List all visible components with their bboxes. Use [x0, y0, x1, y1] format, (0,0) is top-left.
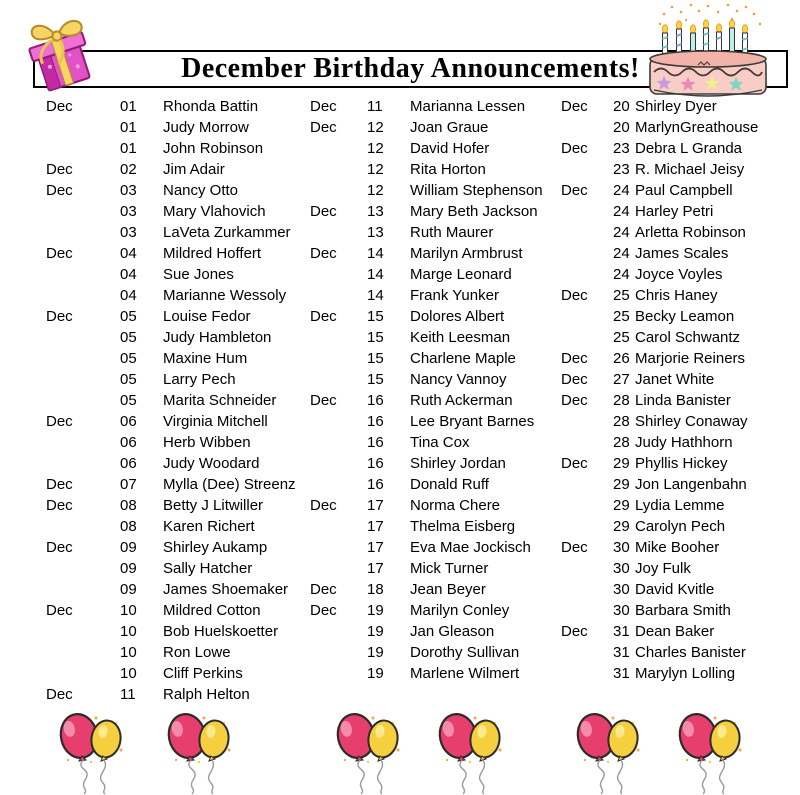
month-label: Dec [561, 140, 588, 157]
person-name: Harley Petri [635, 203, 714, 220]
birthday-row [310, 600, 558, 621]
person-name: Donald Ruff [410, 476, 489, 493]
birthday-row [561, 327, 793, 348]
day-number: 16 [367, 413, 384, 430]
birthday-row [561, 621, 793, 642]
month-label: Dec [46, 245, 73, 262]
day-number: 10 [120, 644, 137, 661]
person-name: Mike Booher [635, 539, 720, 556]
person-name: Norma Chere [410, 497, 501, 514]
person-name: Marianne Wessoly [163, 287, 287, 304]
person-name: Dorothy Sullivan [410, 644, 520, 661]
birthday-row [310, 264, 558, 285]
birthday-row [46, 138, 308, 159]
day-number: 29 [613, 518, 630, 535]
birthday-row [561, 117, 793, 138]
person-name: Cliff Perkins [163, 665, 243, 682]
person-name: Ruth Maurer [410, 224, 494, 241]
person-name: Nancy Otto [163, 182, 239, 199]
person-name: Ron Lowe [163, 644, 231, 661]
balloon-pair-icon [166, 710, 236, 795]
day-number: 08 [120, 518, 137, 535]
person-name: Lydia Lemme [635, 497, 725, 514]
person-name: Phyllis Hickey [635, 455, 728, 472]
day-number: 14 [367, 287, 384, 304]
day-number: 07 [120, 476, 137, 493]
day-number: 12 [367, 182, 384, 199]
birthday-row [561, 222, 793, 243]
birthday-row [310, 516, 558, 537]
day-number: 15 [367, 371, 384, 388]
month-label: Dec [561, 350, 588, 367]
person-name: Jan Gleason [410, 623, 495, 640]
birthday-row [561, 369, 793, 390]
birthday-row [310, 432, 558, 453]
day-number: 01 [120, 140, 137, 157]
person-name: Shirley Jordan [410, 455, 506, 472]
birthday-row [46, 432, 308, 453]
day-number: 28 [613, 392, 630, 409]
day-number: 14 [367, 245, 384, 262]
day-number: 05 [120, 392, 137, 409]
birthday-row [46, 222, 308, 243]
birthday-row [561, 264, 793, 285]
birthday-row [46, 621, 308, 642]
balloon-pair-icon [437, 710, 507, 795]
person-name: Linda Banister [635, 392, 731, 409]
birthday-row [310, 180, 558, 201]
birthday-row [561, 348, 793, 369]
month-label: Dec [46, 539, 73, 556]
person-name: Arletta Robinson [635, 224, 746, 241]
day-number: 12 [367, 161, 384, 178]
day-number: 10 [120, 602, 137, 619]
birthday-row [561, 579, 793, 600]
birthday-row [46, 663, 308, 684]
day-number: 16 [367, 434, 384, 451]
birthday-row [46, 117, 308, 138]
day-number: 05 [120, 329, 137, 346]
balloon-pair-icon [58, 710, 128, 795]
day-number: 29 [613, 476, 630, 493]
person-name: David Kvitle [635, 581, 715, 598]
person-name: Ralph Helton [163, 686, 250, 703]
person-name: Shirley Conaway [635, 413, 748, 430]
person-name: Rhonda Battin [163, 98, 259, 115]
day-number: 17 [367, 539, 384, 556]
day-number: 12 [367, 140, 384, 157]
birthday-row [561, 201, 793, 222]
day-number: 20 [613, 119, 630, 136]
person-name: LaVeta Zurkammer [163, 224, 291, 241]
day-number: 13 [367, 203, 384, 220]
month-label: Dec [561, 182, 588, 199]
day-number: 05 [120, 308, 137, 325]
day-number: 01 [120, 119, 137, 136]
birthday-row [561, 495, 793, 516]
person-name: Dean Baker [635, 623, 715, 640]
day-number: 30 [613, 581, 630, 598]
person-name: Becky Leamon [635, 308, 735, 325]
day-number: 09 [120, 539, 137, 556]
day-number: 14 [367, 266, 384, 283]
birthday-row [46, 96, 308, 117]
day-number: 19 [367, 644, 384, 661]
person-name: Mary Beth Jackson [410, 203, 538, 220]
day-number: 16 [367, 476, 384, 493]
month-label: Dec [310, 392, 337, 409]
day-number: 28 [613, 434, 630, 451]
day-number: 17 [367, 560, 384, 577]
person-name: Marilyn Conley [410, 602, 510, 619]
birthday-row [46, 537, 308, 558]
day-number: 03 [120, 182, 137, 199]
day-number: 24 [613, 203, 630, 220]
birthday-row [310, 285, 558, 306]
person-name: Sally Hatcher [163, 560, 253, 577]
birthday-row [46, 495, 308, 516]
person-name: Maxine Hum [163, 350, 248, 367]
person-name: Mildred Hoffert [163, 245, 262, 262]
day-number: 02 [120, 161, 137, 178]
day-number: 31 [613, 665, 630, 682]
birthday-row [310, 348, 558, 369]
person-name: Bob Huelskoetter [163, 623, 279, 640]
balloon-pair-icon [335, 710, 405, 795]
day-number: 19 [367, 665, 384, 682]
birthday-row [310, 453, 558, 474]
person-name: Paul Campbell [635, 182, 733, 199]
day-number: 01 [120, 98, 137, 115]
birthday-column-1 [46, 96, 308, 705]
person-name: Karen Richert [163, 518, 255, 535]
day-number: 16 [367, 455, 384, 472]
person-name: Marita Schneider [163, 392, 277, 409]
birthday-row [46, 474, 308, 495]
birthday-row [310, 663, 558, 684]
month-label: Dec [310, 203, 337, 220]
day-number: 16 [367, 392, 384, 409]
month-label: Dec [561, 539, 588, 556]
person-name: Marianna Lessen [410, 98, 526, 115]
birthday-row [310, 495, 558, 516]
person-name: Mildred Cotton [163, 602, 261, 619]
day-number: 05 [120, 371, 137, 388]
person-name: Herb Wibben [163, 434, 251, 451]
day-number: 29 [613, 497, 630, 514]
birthday-row [46, 243, 308, 264]
person-name: Charles Banister [635, 644, 746, 661]
day-number: 30 [613, 602, 630, 619]
day-number: 17 [367, 518, 384, 535]
birthday-row [561, 306, 793, 327]
birthday-row [310, 159, 558, 180]
day-number: 27 [613, 371, 630, 388]
birthday-row [561, 474, 793, 495]
birthday-row [561, 390, 793, 411]
day-number: 06 [120, 434, 137, 451]
birthday-row [46, 264, 308, 285]
month-label: Dec [561, 455, 588, 472]
person-name: Larry Pech [163, 371, 236, 388]
day-number: 04 [120, 287, 137, 304]
day-number: 31 [613, 644, 630, 661]
month-label: Dec [310, 581, 337, 598]
day-number: 11 [120, 686, 136, 703]
balloon-pair-icon [575, 710, 645, 795]
birthday-row [310, 558, 558, 579]
birthday-row [310, 117, 558, 138]
birthday-row [310, 474, 558, 495]
day-number: 12 [367, 119, 384, 136]
month-label: Dec [46, 308, 73, 325]
person-name: Joy Fulk [635, 560, 691, 577]
month-label: Dec [561, 287, 588, 304]
day-number: 17 [367, 497, 384, 514]
person-name: Carol Schwantz [635, 329, 741, 346]
day-number: 10 [120, 623, 137, 640]
person-name: Carolyn Pech [635, 518, 726, 535]
birthday-row [561, 180, 793, 201]
birthday-row [46, 642, 308, 663]
person-name: Betty J Litwiller [163, 497, 264, 514]
person-name: Nancy Vannoy [410, 371, 507, 388]
gift-icon [18, 10, 100, 98]
birthday-row [310, 222, 558, 243]
month-label: Dec [561, 371, 588, 388]
person-name: Jim Adair [163, 161, 225, 178]
person-name: Sue Jones [163, 266, 234, 283]
person-name: Virginia Mitchell [163, 413, 268, 430]
person-name: Judy Morrow [163, 119, 249, 136]
day-number: 05 [120, 350, 137, 367]
birthday-row [46, 201, 308, 222]
birthday-row [561, 432, 793, 453]
person-name: MarlynGreathouse [635, 119, 759, 136]
birthday-row [310, 201, 558, 222]
birthday-row [46, 369, 308, 390]
person-name: Judy Hambleton [163, 329, 272, 346]
day-number: 18 [367, 581, 384, 598]
birthday-column-2 [310, 96, 558, 684]
day-number: 06 [120, 455, 137, 472]
person-name: Ruth Ackerman [410, 392, 513, 409]
person-name: Shirley Dyer [635, 98, 717, 115]
month-label: Dec [310, 308, 337, 325]
month-label: Dec [46, 497, 73, 514]
birthday-row [310, 138, 558, 159]
month-label: Dec [310, 98, 337, 115]
person-name: Marilyn Armbrust [410, 245, 523, 262]
birthday-row [310, 369, 558, 390]
day-number: 25 [613, 308, 630, 325]
birthday-row [561, 642, 793, 663]
person-name: Louise Fedor [163, 308, 251, 325]
birthday-row [46, 579, 308, 600]
day-number: 15 [367, 350, 384, 367]
day-number: 06 [120, 413, 137, 430]
month-label: Dec [310, 245, 337, 262]
day-number: 09 [120, 560, 137, 577]
birthday-row [46, 411, 308, 432]
person-name: David Hofer [410, 140, 490, 157]
day-number: 30 [613, 539, 630, 556]
person-name: Keith Leesman [410, 329, 511, 346]
person-name: Joan Graue [410, 119, 489, 136]
birthday-row [310, 390, 558, 411]
day-number: 23 [613, 140, 630, 157]
day-number: 23 [613, 161, 630, 178]
person-name: James Shoemaker [163, 581, 289, 598]
person-name: Rita Horton [410, 161, 486, 178]
person-name: Tina Cox [410, 434, 470, 451]
day-number: 30 [613, 560, 630, 577]
birthday-row [46, 684, 308, 705]
person-name: Joyce Voyles [635, 266, 723, 283]
month-label: Dec [46, 602, 73, 619]
month-label: Dec [46, 686, 73, 703]
day-number: 31 [613, 623, 630, 640]
birthday-row [561, 600, 793, 621]
person-name: Marlene Wilmert [410, 665, 520, 682]
birthday-row [561, 138, 793, 159]
birthday-row [310, 579, 558, 600]
birthday-row [561, 243, 793, 264]
person-name: Judy Woodard [163, 455, 260, 472]
day-number: 26 [613, 350, 630, 367]
person-name: Marylyn Lolling [635, 665, 736, 682]
month-label: Dec [310, 602, 337, 619]
birthday-column-3 [561, 96, 793, 684]
person-name: Frank Yunker [410, 287, 499, 304]
day-number: 03 [120, 203, 137, 220]
person-name: Thelma Eisberg [410, 518, 516, 535]
month-label: Dec [561, 623, 588, 640]
person-name: Judy Hathhorn [635, 434, 733, 451]
birthday-row [46, 180, 308, 201]
person-name: Chris Haney [635, 287, 718, 304]
person-name: Lee Bryant Barnes [410, 413, 535, 430]
day-number: 04 [120, 266, 137, 283]
person-name: James Scales [635, 245, 729, 262]
day-number: 08 [120, 497, 137, 514]
day-number: 09 [120, 581, 137, 598]
month-label: Dec [46, 413, 73, 430]
birthday-row [46, 159, 308, 180]
day-number: 19 [367, 602, 384, 619]
birthday-row [310, 96, 558, 117]
birthday-row [310, 537, 558, 558]
day-number: 11 [367, 98, 383, 115]
person-name: Marjorie Reiners [635, 350, 746, 367]
birthday-row [561, 453, 793, 474]
month-label: Dec [310, 119, 337, 136]
day-number: 15 [367, 308, 384, 325]
month-label: Dec [561, 392, 588, 409]
month-label: Dec [46, 98, 73, 115]
day-number: 24 [613, 224, 630, 241]
day-number: 20 [613, 98, 630, 115]
birthday-row [561, 285, 793, 306]
day-number: 24 [613, 266, 630, 283]
person-name: R. Michael Jeisy [635, 161, 745, 178]
day-number: 25 [613, 287, 630, 304]
person-name: Debra L Granda [635, 140, 743, 157]
birthday-row [561, 411, 793, 432]
birthday-cake-icon [636, 2, 788, 100]
person-name: Dolores Albert [410, 308, 505, 325]
birthday-row [310, 243, 558, 264]
day-number: 28 [613, 413, 630, 430]
person-name: John Robinson [163, 140, 264, 157]
birthday-row [46, 516, 308, 537]
birthday-row [46, 285, 308, 306]
day-number: 15 [367, 329, 384, 346]
person-name: William Stephenson [410, 182, 543, 199]
month-label: Dec [561, 98, 588, 115]
month-label: Dec [46, 182, 73, 199]
person-name: Janet White [635, 371, 715, 388]
day-number: 19 [367, 623, 384, 640]
person-name: Jean Beyer [410, 581, 486, 598]
month-label: Dec [310, 497, 337, 514]
birthday-row [561, 537, 793, 558]
birthday-row [310, 411, 558, 432]
page-title: December Birthday Announcements! [181, 53, 640, 84]
birthday-row [46, 306, 308, 327]
day-number: 29 [613, 455, 630, 472]
day-number: 24 [613, 182, 630, 199]
month-label: Dec [46, 161, 73, 178]
birthday-row [561, 516, 793, 537]
person-name: Mary Vlahovich [163, 203, 266, 220]
balloon-pair-icon [677, 710, 747, 795]
person-name: Mylla (Dee) Streenz [163, 476, 296, 493]
birthday-row [46, 558, 308, 579]
birthday-row [561, 558, 793, 579]
birthday-row [310, 327, 558, 348]
birthday-row [46, 453, 308, 474]
person-name: Jon Langenbahn [635, 476, 747, 493]
person-name: Mick Turner [410, 560, 489, 577]
birthday-row [561, 663, 793, 684]
day-number: 13 [367, 224, 384, 241]
birthday-row [46, 327, 308, 348]
birthday-row [46, 390, 308, 411]
birthday-row [46, 348, 308, 369]
day-number: 25 [613, 329, 630, 346]
person-name: Eva Mae Jockisch [410, 539, 531, 556]
person-name: Marge Leonard [410, 266, 512, 283]
day-number: 04 [120, 245, 137, 262]
birthday-row [310, 642, 558, 663]
birthday-row [561, 159, 793, 180]
day-number: 24 [613, 245, 630, 262]
day-number: 03 [120, 224, 137, 241]
birthday-row [310, 306, 558, 327]
person-name: Shirley Aukamp [163, 539, 268, 556]
person-name: Barbara Smith [635, 602, 731, 619]
birthday-row [46, 600, 308, 621]
month-label: Dec [46, 476, 73, 493]
birthday-row [310, 621, 558, 642]
day-number: 10 [120, 665, 137, 682]
person-name: Charlene Maple [410, 350, 516, 367]
